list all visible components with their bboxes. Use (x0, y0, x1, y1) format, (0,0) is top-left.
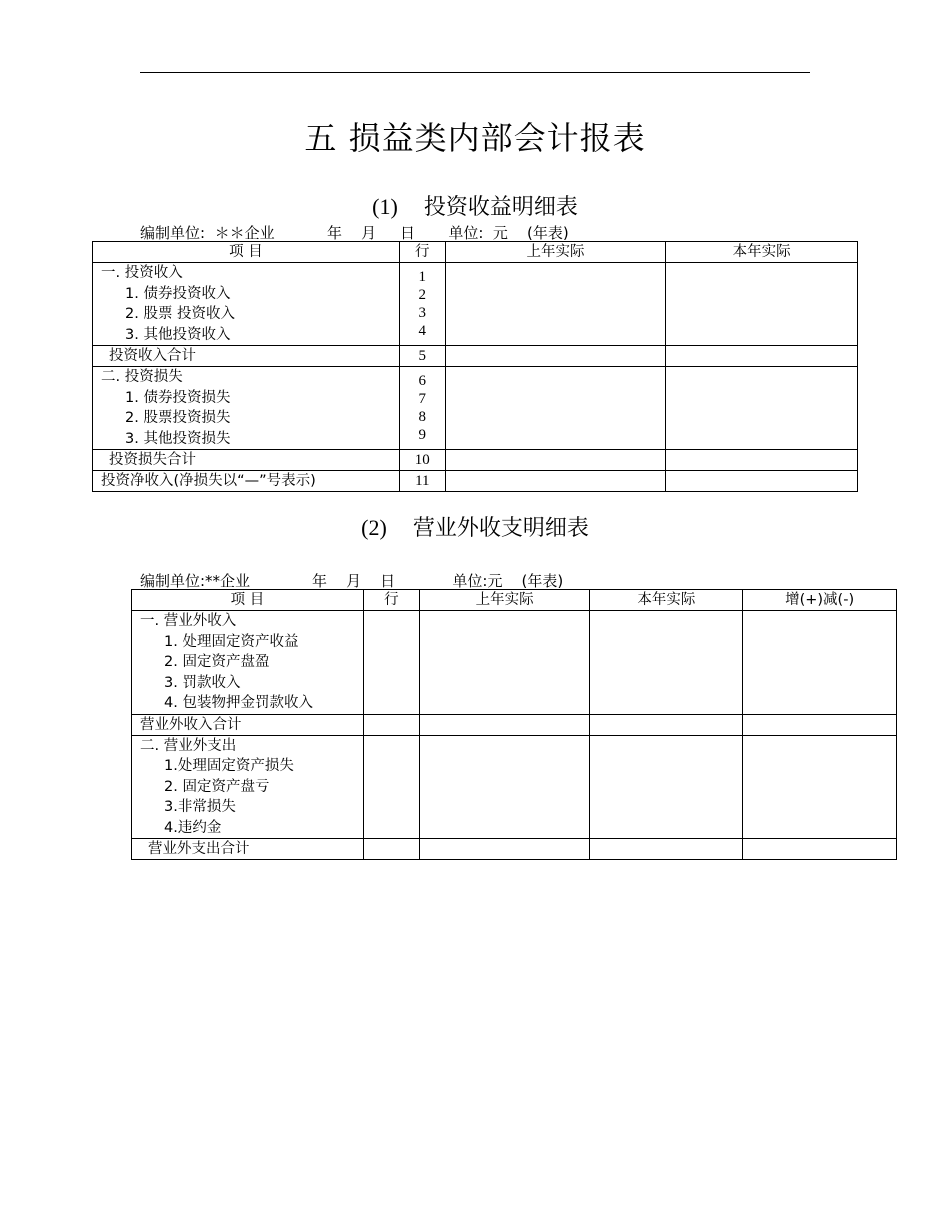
item-cell: 营业外支出合计 (132, 839, 364, 860)
list-item: 1.处理固定资产损失 (164, 758, 294, 774)
list-item: 2. 股票投资损失 (125, 410, 231, 426)
last-year-cell[interactable] (419, 611, 590, 715)
item-cell: 营业外收入合计 (132, 714, 364, 735)
last-year-cell[interactable] (419, 735, 590, 839)
header-this-year: 本年实际 (666, 242, 858, 263)
row-no-cell (399, 367, 445, 450)
item-cell: 投资净收入(净损失以“—”号表示) (93, 471, 400, 492)
row-number: 5 (399, 346, 445, 367)
list-item: 1. 债券投资损失 (125, 389, 231, 406)
group-heading: 二. 投资损失 (101, 369, 183, 385)
this-year-cell[interactable] (590, 839, 743, 860)
list-item: 2. 固定资产盘亏 (164, 778, 270, 795)
last-year-cell[interactable] (445, 346, 666, 367)
row-number: 6 (418, 373, 427, 389)
group-heading: 二. 营业外支出 (140, 737, 237, 754)
table-row (93, 346, 858, 367)
row-no-cell (399, 263, 445, 346)
row-no-cell[interactable] (363, 735, 419, 839)
row-number: 3 (418, 305, 427, 321)
header-this-year: 本年实际 (590, 590, 743, 611)
this-year-cell[interactable] (590, 611, 743, 715)
section-1-number: (1) (372, 194, 398, 219)
page-title: 五 损益类内部会计报表 (304, 119, 646, 157)
list-item: 1. 债券投资收入 (125, 285, 231, 302)
list-item: 2. 固定资产盘盈 (164, 654, 270, 670)
group-heading: 一. 营业外收入 (140, 613, 237, 629)
header-item: 项 目 (93, 242, 400, 263)
section-2-title (0, 511, 950, 542)
table2-meta: 编制单位:**企业 年 月 日 单位:元 (年表) (140, 572, 564, 590)
header-change: 增(+)减(-) (743, 590, 897, 611)
section-1-title (0, 190, 950, 221)
row-number: 9 (418, 427, 427, 443)
item-cell (132, 611, 364, 715)
row-number: 4 (418, 323, 427, 339)
row-number: 11 (399, 471, 445, 492)
change-cell[interactable] (743, 714, 897, 735)
table-row (132, 839, 897, 860)
list-item: 1. 处理固定资产收益 (164, 633, 299, 650)
table-header-row (132, 590, 897, 611)
table-row (93, 263, 858, 346)
last-year-cell[interactable] (419, 714, 590, 735)
table-header-row (93, 242, 858, 263)
section-2-title-text: 营业外收支明细表 (412, 516, 589, 541)
this-year-cell[interactable] (666, 367, 858, 450)
last-year-cell[interactable] (445, 450, 666, 471)
table-row (132, 611, 897, 715)
row-number: 10 (399, 450, 445, 471)
table-row (132, 714, 897, 735)
table-row (93, 367, 858, 450)
item-cell (93, 367, 400, 450)
header-last-year: 上年实际 (419, 590, 590, 611)
non-operating-table (131, 589, 897, 860)
item-cell: 投资损失合计 (93, 450, 400, 471)
row-no-cell[interactable] (363, 714, 419, 735)
row-no-cell[interactable] (363, 611, 419, 715)
change-cell[interactable] (743, 839, 897, 860)
row-number: 8 (418, 409, 427, 425)
this-year-cell[interactable] (666, 346, 858, 367)
list-item: 4. 包装物押金罚款收入 (164, 695, 313, 711)
row-no-cell[interactable] (363, 839, 419, 860)
list-item: 3. 其他投资损失 (125, 430, 231, 447)
change-cell[interactable] (743, 611, 897, 715)
list-item: 4.违约金 (164, 819, 222, 836)
table-row (132, 735, 897, 839)
header-last-year: 上年实际 (445, 242, 666, 263)
this-year-cell[interactable] (666, 471, 858, 492)
this-year-cell[interactable] (666, 263, 858, 346)
header-row-no: 行 (399, 242, 445, 263)
list-item: 2. 股票 投资收入 (125, 306, 236, 322)
section-1-title-text: 投资收益明细表 (423, 195, 578, 220)
list-item: 3.非常损失 (164, 799, 236, 815)
table-row (93, 450, 858, 471)
group-heading: 一. 投资收入 (101, 265, 183, 281)
this-year-cell[interactable] (666, 450, 858, 471)
item-cell (93, 263, 400, 346)
investment-income-table (92, 241, 858, 492)
header-item: 项 目 (132, 590, 364, 611)
last-year-cell[interactable] (445, 367, 666, 450)
list-item: 3. 其他投资收入 (125, 326, 231, 343)
table1-meta: 编制单位: ＊＊企业 年 月 日 单位: 元 (年表) (140, 224, 569, 242)
top-rule (140, 72, 810, 73)
list-item: 3. 罚款收入 (164, 674, 241, 691)
last-year-cell[interactable] (445, 263, 666, 346)
this-year-cell[interactable] (590, 735, 743, 839)
header-row-no: 行 (363, 590, 419, 611)
last-year-cell[interactable] (445, 471, 666, 492)
row-number: 1 (418, 269, 427, 285)
change-cell[interactable] (743, 735, 897, 839)
row-number: 2 (418, 287, 427, 303)
last-year-cell[interactable] (419, 839, 590, 860)
this-year-cell[interactable] (590, 714, 743, 735)
item-cell (132, 735, 364, 839)
section-2-number: (2) (361, 515, 387, 540)
item-cell: 投资收入合计 (93, 346, 400, 367)
row-number: 7 (418, 391, 427, 407)
table-row (93, 471, 858, 492)
